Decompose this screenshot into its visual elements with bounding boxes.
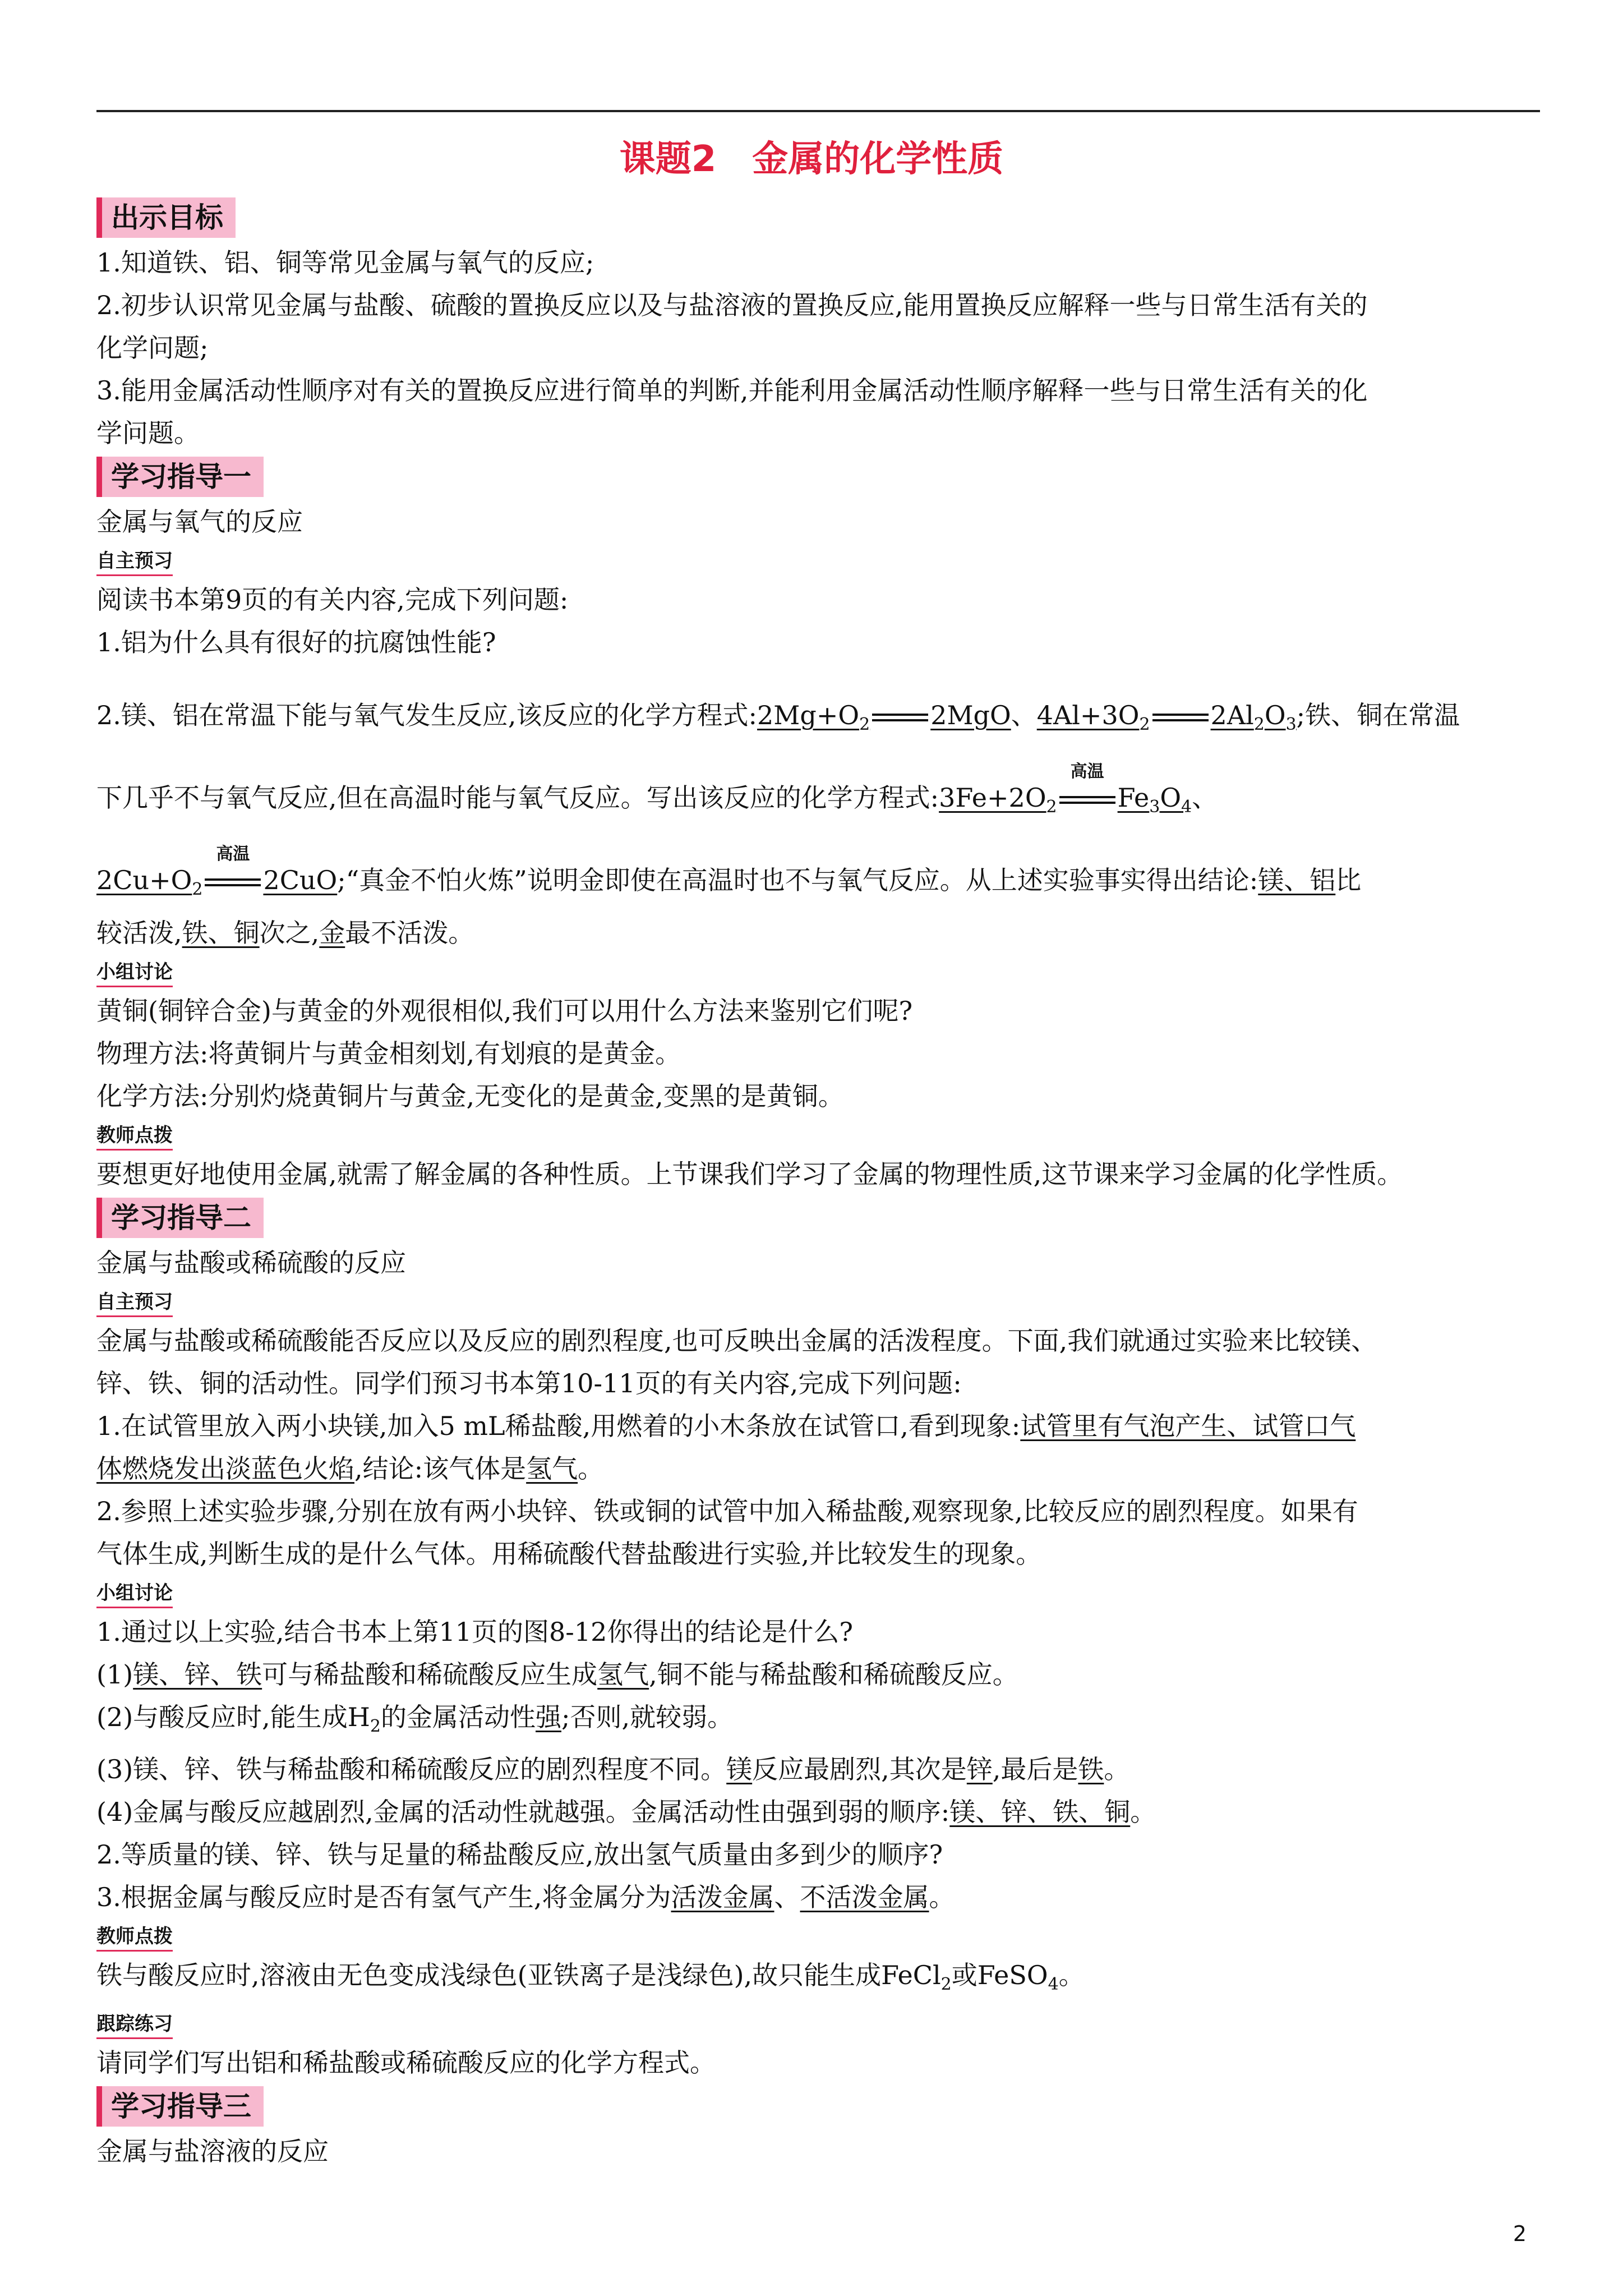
guide-1-q2-line4: 较活泼,铁、铜次之,金最不活泼。 — [96, 917, 474, 948]
answer-cu-equation: $2Cu+O_2$ 高温 2CuO — [96, 844, 338, 900]
answer-al-equation: $4Al+3O_2$ $2Al_2O_3$ — [1036, 700, 1297, 735]
guide-3-topic: 金属与盐溶液的反应 — [96, 2136, 329, 2166]
guide-1-q2-line3: $2Cu+O_2$ 高温 2CuO;“真金不怕火炼”说明金即使在高温时也不与氧气反应。从上述实验事实得出结论:镁、铝比 — [96, 844, 1362, 900]
label-group-discussion: 小组讨论 — [96, 960, 1543, 987]
equals-sign — [872, 709, 928, 726]
goal-2a: 2.初步认识常见金属与盐酸、硫酸的置换反应以及与盐溶液的置换反应,能用置换反应解释一些与日常生活有关的 — [96, 290, 1368, 320]
guide-1-discussion-2: 物理方法:将黄铜片与黄金相刻划,有划痕的是黄金。 — [96, 1038, 681, 1069]
goal-2b: 化学问题; — [96, 333, 209, 363]
page-title: 课题2 金属的化学性质 — [619, 139, 1004, 180]
guide-2-teacher-tip: 铁与酸反应时,溶液由无色变成浅绿色(亚铁离子是浅绿色),故只能生成FeCl$_2$或FeSO$_4$。 — [96, 1959, 1085, 1994]
guide-2-topic: 金属与盐酸或稀硫酸的反应 — [96, 1247, 406, 1278]
label-teacher-tip: 教师点拨 — [96, 1123, 1543, 1151]
goal-3a: 3.能用金属活动性顺序对有关的置换反应进行简单的判断,并能利用金属活动性顺序解释一些与日常生活有关的化 — [96, 375, 1368, 406]
guide-2-q1-line1: 1.在试管里放入两小块镁,加入5 mL稀盐酸,用燃着的小木条放在试管口,看到现象:试管里有气泡产生、试管口气 — [96, 1410, 1356, 1441]
guide-2-discussion-1-1: (1)镁、锌、铁可与稀盐酸和稀硫酸反应生成氢气,铜不能与稀盐酸和稀硫酸反应。 — [96, 1659, 1018, 1690]
guide-1-teacher-tip: 要想更好地使用金属,就需了解金属的各种性质。上节课我们学习了金属的物理性质,这节课来学习金属的化学性质。 — [96, 1158, 1403, 1189]
condition-high-temp: 高温 — [216, 844, 250, 864]
guide-1-discussion-1: 黄铜(铜锌合金)与黄金的外观很相似,我们可以用什么方法来鉴别它们呢? — [96, 995, 913, 1026]
guide-1-q2-line2: 下几乎不与氧气反应,但在高温时能与氧气反应。写出该反应的化学方程式$:3Fe+2O_2$ 高温 $Fe_3O_4$、 — [96, 762, 1218, 817]
header-rule — [96, 110, 1540, 112]
answer-fe-equation: $3Fe+2O_2$ 高温 $Fe_3O_4$ — [939, 762, 1192, 817]
label-group-discussion: 小组讨论 — [96, 1581, 1543, 1608]
section-tag-guide-1: 学习指导一 — [96, 457, 264, 497]
guide-2-discussion-1-2: (2)与酸反应时,能生成$H_2$的金属活动性强;否则,就较弱。 — [96, 1701, 734, 1736]
goal-3b: 学问题。 — [96, 418, 200, 448]
guide-1-read: 阅读书本第9页的有关内容,完成下列问题: — [96, 585, 569, 615]
answer-fe-cu: 铁、铜 — [182, 917, 260, 948]
answer-mg-equation: $2Mg+O_2$ 2MgO — [757, 700, 1011, 735]
label-practice: 跟踪练习 — [96, 2012, 1543, 2039]
label-self-preview: 自主预习 — [96, 549, 1543, 576]
condition-high-temp: 高温 — [1070, 762, 1104, 782]
guide-2-discussion-3: 3.根据金属与酸反应时是否有氢气产生,将金属分为活泼金属、不活泼金属。 — [96, 1881, 955, 1912]
answer-phenomenon-cont: 体燃烧发出淡蓝色火焰 — [96, 1453, 354, 1484]
guide-2-discussion-1: 1.通过以上实验,结合书本上第11页的图8-12你得出的结论是什么? — [96, 1616, 854, 1647]
guide-2-discussion-1-3: (3)镁、锌、铁与稀盐酸和稀硫酸反应的剧烈程度不同。镁反应最剧烈,其次是锌,最后是铁。 — [96, 1754, 1130, 1784]
answer-mg-al: 镁、铝 — [1258, 865, 1336, 896]
guide-2-q2-line1: 2.参照上述实验步骤,分别在放有两小块锌、铁或铜的试管中加入稀盐酸,观察现象,比较反应的剧烈程度。如果有 — [96, 1496, 1358, 1526]
guide-1-discussion-3: 化学方法:分别灼烧黄铜片与黄金,无变化的是黄金,变黑的是黄铜。 — [96, 1080, 844, 1111]
page-number: 2 — [1513, 2221, 1527, 2246]
equals-sign-high-temp — [1059, 762, 1115, 808]
equals-sign-high-temp — [205, 844, 261, 891]
guide-2-preview-1: 金属与盐酸或稀硫酸能否反应以及反应的剧烈程度,也可反映出金属的活泼程度。下面,我们就通过实验来比较镁、 — [96, 1325, 1377, 1356]
document-body — [96, 195, 1543, 2173]
label-self-preview: 自主预习 — [96, 1290, 1543, 1317]
guide-2-discussion-1-4: (4)金属与酸反应越剧烈,金属的活动性就越强。金属活动性由强到弱的顺序:镁、锌、铁、铜。 — [96, 1796, 1156, 1827]
answer-au: 金 — [319, 917, 345, 948]
guide-1-q1: 1.铝为什么具有很好的抗腐蚀性能? — [96, 627, 496, 657]
guide-2-preview-2: 锌、铁、铜的活动性。同学们预习书本第10-11页的有关内容,完成下列问题: — [96, 1368, 962, 1398]
guide-2-discussion-2: 2.等质量的镁、锌、铁与足量的稀盐酸反应,放出氢气质量由多到少的顺序? — [96, 1839, 943, 1870]
section-tag-guide-2: 学习指导二 — [96, 1198, 264, 1238]
answer-phenomenon: 试管里有气泡产生、试管口气 — [1020, 1410, 1356, 1441]
goal-1: 1.知道铁、铝、铜等常见金属与氧气的反应; — [96, 247, 594, 278]
guide-2-practice: 请同学们写出铝和稀盐酸或稀硫酸反应的化学方程式。 — [96, 2047, 716, 2078]
equals-sign — [1152, 709, 1209, 726]
guide-2-q1-line2: 体燃烧发出淡蓝色火焰,结论:该气体是氢气。 — [96, 1453, 604, 1484]
guide-2-q2-line2: 气体生成,判断生成的是什么气体。用稀硫酸代替盐酸进行实验,并比较发生的现象。 — [96, 1538, 1042, 1569]
section-tag-guide-3: 学习指导三 — [96, 2086, 264, 2127]
answer-hydrogen: 氢气 — [526, 1453, 578, 1484]
label-teacher-tip: 教师点拨 — [96, 1924, 1543, 1952]
guide-1-topic: 金属与氧气的反应 — [96, 507, 303, 537]
section-tag-goals: 出示目标 — [96, 197, 236, 238]
guide-1-q2-line1: 2.镁、铝在常温下能与氧气发生反应,该反应的化学方程式$:2Mg+O_2$ 2MgO、$4Al+3O_2$ $2Al_2O_3$;铁、铜在常温 — [96, 700, 1460, 735]
